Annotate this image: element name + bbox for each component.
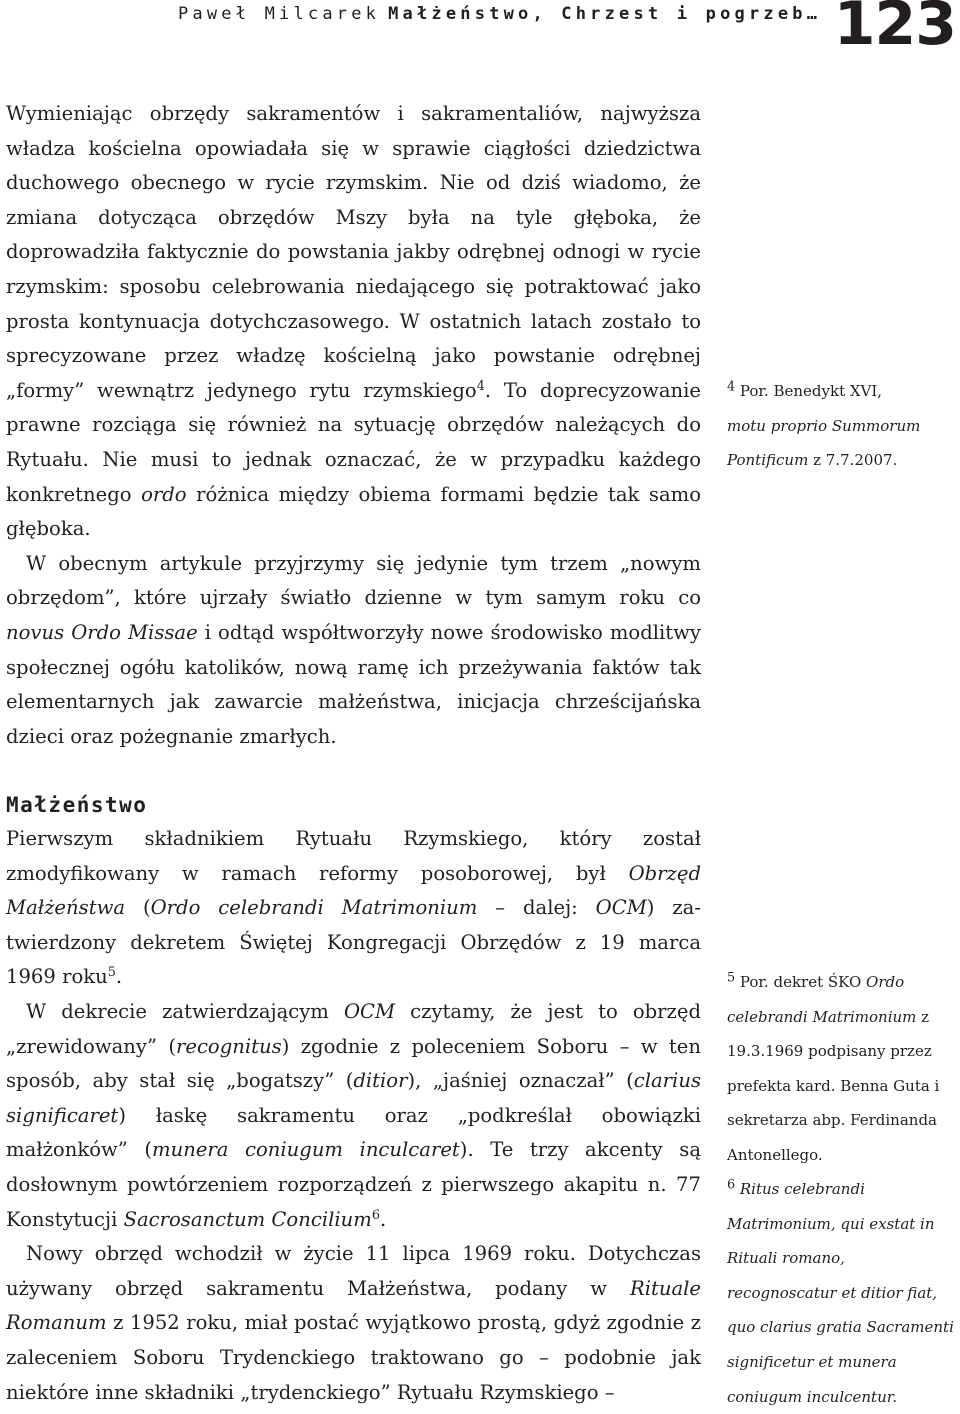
italic-term: Ordo celebrandi Matrimonium (727, 973, 917, 1026)
text-run: Wymieniając obrzędy sakramentów i sakramentaliów, najwyższa władza kościelna opowiadała się w sprawie ciągłości dziedzictwa duchowego obecnego w rycie rzymskim. Nie od dziś wiadomo, że zmiana dotycząca obrzędów Mszy była na tyle głęboka, że doprowadziła faktycznie do powstania jakby odrębnej odnogi w rycie rzymskim: sposobu celebrowania niedającego się potraktować jako prosta kontynuacja dotychczasowego. W ostatnich latach zostało to sprecyzowane przez władzę kościelną jako powstanie odrębnej „formy” wewnątrz jedynego rytu rzymskiego (6, 102, 701, 402)
paragraph-2 (6, 547, 701, 755)
section-heading: Małżeństwo (6, 793, 148, 817)
footnote-ref-4: 4 (476, 378, 485, 394)
text-run: ) zatwierdzony dekretem Świętej Kongregacji Obrzędów z 19 marca 1969 roku (6, 896, 701, 989)
text-run: . (379, 1207, 387, 1231)
text-run: czytamy, że jest to obrzęd „zrewidowany” ( (6, 999, 701, 1058)
italic-term: novus Ordo Missae (6, 620, 198, 644)
text-run: z 19.3.1969 podpisany przez prefekta kard. Benna Guta i sekretarza abp. Ferdinanda Antonellego. (727, 1007, 940, 1164)
italic-term: OCM (595, 896, 647, 920)
footnote-number: 4 (727, 379, 736, 395)
text-run: różnica między obiema formami będzie tak samo głęboka. (6, 482, 701, 541)
italic-term: ordo (141, 482, 187, 506)
text-run: ). Te trzy akcenty są dosłownym powtórzeniem rozporządzeń z pierwszego akapitu n. 77 Konstytucji (6, 1138, 702, 1231)
text-run: . To doprecyzowanie prawne rozciąga się również na sytuację obrzędów należących do Rytuału. Nie musi to jednak oznaczać, że w przypadku każdego konkretnego (6, 378, 701, 506)
header-title: Małżeństwo, Chrzest i pogrzeb… (388, 4, 822, 24)
footnote-ref-6: 6 (371, 1207, 380, 1223)
footnote-4 (727, 374, 957, 478)
page-number: 123 (833, 0, 956, 59)
paragraph-4 (6, 995, 701, 1237)
section-text (6, 822, 701, 1410)
italic-term: Ordo celebrandi Matrimonium (150, 896, 478, 920)
paragraph-5 (6, 1237, 701, 1410)
footnote-ref-5: 5 (107, 965, 116, 981)
text-run: i odtąd współtworzyły nowe środowisko modlitwy społecznej ogółu katolików, nową ramę ich przeżywania faktów tak elementarnych jak zawarcie małżeństwa, inicjacja chrześcijańska dzieci oraz pożegnanie zmarłych. (6, 620, 701, 748)
paragraph-1 (6, 97, 701, 547)
italic-term: motu proprio Summorum Pontificum (727, 416, 921, 470)
text-run: ) łaskę sakramentu oraz „podkreślał obowiązki małżonków” ( (6, 1103, 701, 1162)
text-run: ) zgodnie z poleceniem Soboru – w ten sposób, aby stał się „bogatszy” ( (6, 1034, 701, 1093)
text-run: W dekrecie zatwierdzającym (26, 999, 344, 1023)
footnote-5 (727, 965, 957, 1173)
text-run: – dalej: (477, 896, 596, 920)
text-run: Por. Benedykt XVI, (735, 382, 883, 400)
italic-term: recognitus (176, 1034, 282, 1058)
italic-term: Sacrosanctum Concilium (123, 1207, 372, 1231)
text-run: Pierwszym składnikiem Rytuału Rzymskiego, który został zmodyfikowany w ramach reformy posoborowej, był (6, 827, 701, 885)
header-author: Paweł Milcarek (178, 4, 381, 24)
intro-text (6, 97, 701, 754)
italic-term: OCM (343, 999, 396, 1023)
footnote-number: 5 (727, 970, 736, 986)
text-run: z 1952 roku, miał postać wyjątkowo prostą, gdyż zgodnie z zaleceniem Soboru Trydenckiego traktowano go – podobnie jak niektóre inne składniki „trydenckiego” Rytuału Rzymskiego – (6, 1311, 701, 1404)
text-run: z 7.7.2007. (808, 451, 898, 470)
text-run: . (115, 965, 123, 989)
text-run: Por. dekret ŚKO (735, 973, 867, 991)
text-run: ( (125, 896, 151, 920)
italic-term: Rituale Romanum (6, 1276, 701, 1335)
footnote-6 (727, 1172, 957, 1414)
italic-term: Obrzęd Małżeństwa (6, 861, 701, 920)
italic-term: munera coniugum inculcaret (152, 1138, 460, 1162)
italic-term: Ritus celebrandi Matrimonium, qui exstat in Rituali romano, recognoscatur et ditior fiat, quo clarius gratia Sacramenti significetur et munera coniugum inculcentur. (727, 1180, 954, 1406)
paragraph-3 (6, 822, 701, 995)
running-header (178, 4, 821, 24)
text-run: ), „jaśniej oznaczał” ( (407, 1069, 634, 1093)
italic-term: clarius significaret (6, 1069, 701, 1127)
footnote-number: 6 (727, 1177, 736, 1193)
italic-term: ditior (353, 1069, 408, 1093)
text-run: W obecnym artykule przyjrzymy się jedynie tym trzem „nowym obrzędom”, które ujrzały światło dzienne w tym samym roku co (6, 551, 701, 610)
text-run: Nowy obrzęd wchodził w życie 11 lipca 1969 roku. Dotychczas używany obrzęd sakramentu Małżeństwa, podany w (6, 1242, 701, 1300)
